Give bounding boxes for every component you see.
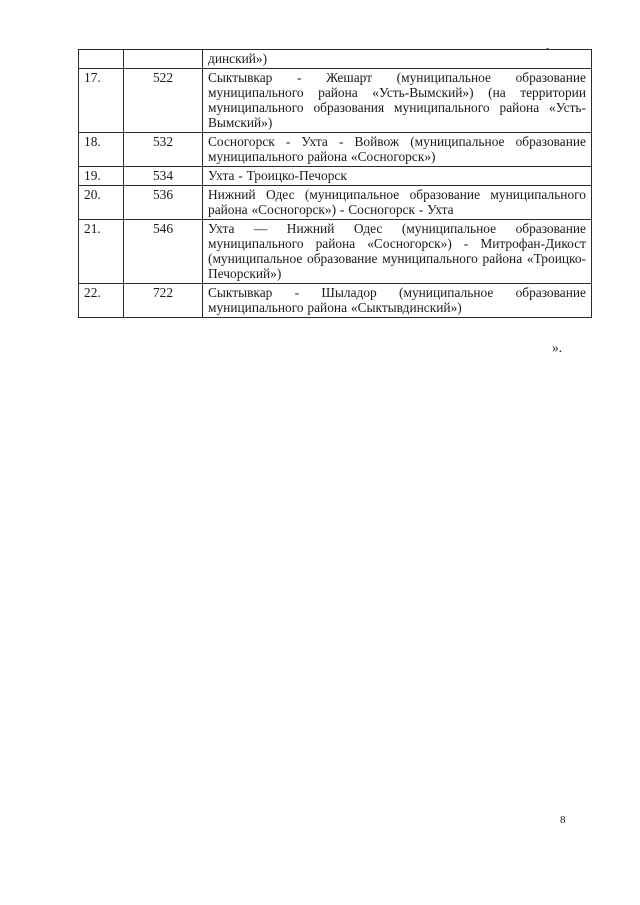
route-name: Нижний Одес (муниципальное образование муниципального района «Сосногорск») - Сосногорск - Ухта (203, 186, 592, 220)
table-row (79, 284, 592, 318)
row-number: 20. (79, 186, 124, 220)
route-code: 522 (124, 69, 203, 133)
route-code: 536 (124, 186, 203, 220)
route-code: 546 (124, 220, 203, 284)
routes-table (78, 49, 592, 318)
route-name: Сыктывкар - Жешарт (муниципальное образование муниципального района «Усть-Вымский») (на территории муниципального образования муниципального района «Усть-Вымский») (203, 69, 592, 133)
route-code: 534 (124, 167, 203, 186)
closing-quote: ». (552, 340, 563, 355)
route-code: 532 (124, 133, 203, 167)
route-name: Сыктывкар - Шыладор (муниципальное образование муниципального района «Сыктывдинский») (203, 284, 592, 318)
table-row (79, 69, 592, 133)
route-code (124, 50, 203, 69)
route-name: динский») (203, 50, 592, 69)
row-number: 19. (79, 167, 124, 186)
page-number: 8 (560, 814, 566, 826)
route-code: 722 (124, 284, 203, 318)
route-name: Ухта — Нижний Одес (муниципальное образование муниципального района «Сосногорск») - Митрофан-Дикост (муниципальное образование муниципального района «Троицко-Печорский») (203, 220, 592, 284)
table-row (79, 50, 592, 69)
row-number: 22. (79, 284, 124, 318)
table-row (79, 133, 592, 167)
row-number: 17. (79, 69, 124, 133)
route-name: Сосногорск - Ухта - Войвож (муниципальное образование муниципального района «Сосногорск») (203, 133, 592, 167)
table-row (79, 186, 592, 220)
row-number: 21. (79, 220, 124, 284)
table-row (79, 220, 592, 284)
table-row (79, 167, 592, 186)
row-number: 18. (79, 133, 124, 167)
route-name: Ухта - Троицко-Печорск (203, 167, 592, 186)
row-number (79, 50, 124, 69)
